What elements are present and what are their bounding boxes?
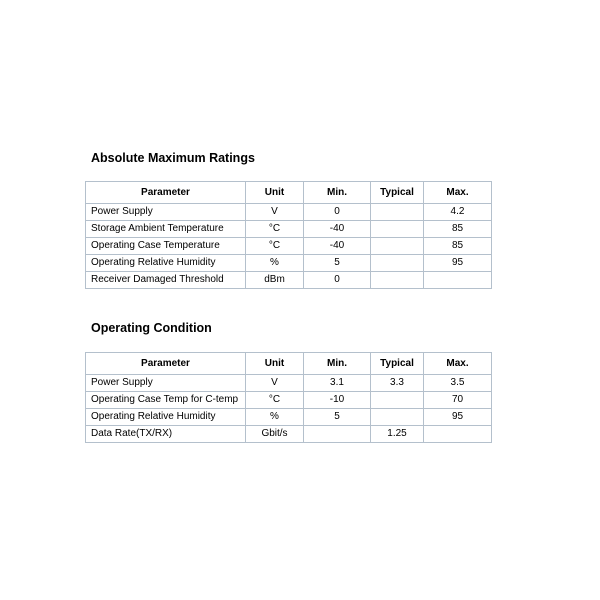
cell-unit: V: [246, 375, 304, 392]
cell-typical: [371, 238, 424, 255]
table-row: [86, 204, 492, 221]
table-row: [86, 255, 492, 272]
cell-unit: Gbit/s: [246, 426, 304, 443]
table-header-row: [86, 182, 492, 204]
cell-max: 85: [424, 238, 492, 255]
column-header-parameter: Parameter: [86, 182, 246, 204]
column-header-typical: Typical: [371, 182, 424, 204]
cell-max: 4.2: [424, 204, 492, 221]
cell-min: 0: [304, 204, 371, 221]
cell-min: 5: [304, 409, 371, 426]
cell-min: [304, 426, 371, 443]
cell-min: -10: [304, 392, 371, 409]
cell-unit: %: [246, 255, 304, 272]
column-header-typical: Typical: [371, 353, 424, 375]
cell-min: -40: [304, 221, 371, 238]
cell-max: 85: [424, 221, 492, 238]
cell-parameter: Operating Relative Humidity: [86, 255, 246, 272]
cell-parameter: Storage Ambient Temperature: [86, 221, 246, 238]
cell-parameter: Power Supply: [86, 375, 246, 392]
table-row: [86, 238, 492, 255]
section-title-absolute-maximum-ratings: Absolute Maximum Ratings: [91, 151, 255, 165]
absolute-maximum-ratings-table: [85, 181, 492, 289]
column-header-min: Min.: [304, 182, 371, 204]
cell-min: 3.1: [304, 375, 371, 392]
column-header-unit: Unit: [246, 353, 304, 375]
cell-parameter: Data Rate(TX/RX): [86, 426, 246, 443]
cell-min: -40: [304, 238, 371, 255]
cell-max: 3.5: [424, 375, 492, 392]
cell-unit: %: [246, 409, 304, 426]
cell-max: 95: [424, 409, 492, 426]
cell-typical: [371, 409, 424, 426]
cell-max: 70: [424, 392, 492, 409]
cell-typical: [371, 221, 424, 238]
column-header-unit: Unit: [246, 182, 304, 204]
cell-max: [424, 272, 492, 289]
table-row: [86, 375, 492, 392]
cell-typical: 1.25: [371, 426, 424, 443]
cell-unit: V: [246, 204, 304, 221]
column-header-min: Min.: [304, 353, 371, 375]
cell-unit: °C: [246, 221, 304, 238]
column-header-parameter: Parameter: [86, 353, 246, 375]
table-row: [86, 221, 492, 238]
cell-typical: [371, 204, 424, 221]
cell-unit: dBm: [246, 272, 304, 289]
cell-typical: 3.3: [371, 375, 424, 392]
cell-max: [424, 426, 492, 443]
cell-typical: [371, 392, 424, 409]
table-row: [86, 409, 492, 426]
cell-parameter: Operating Case Temp for C-temp: [86, 392, 246, 409]
operating-condition-table: [85, 352, 492, 443]
cell-min: 5: [304, 255, 371, 272]
cell-typical: [371, 272, 424, 289]
table-row: [86, 392, 492, 409]
table-row: [86, 272, 492, 289]
cell-unit: °C: [246, 392, 304, 409]
cell-parameter: Receiver Damaged Threshold: [86, 272, 246, 289]
table-header-row: [86, 353, 492, 375]
cell-unit: °C: [246, 238, 304, 255]
cell-typical: [371, 255, 424, 272]
cell-parameter: Operating Relative Humidity: [86, 409, 246, 426]
column-header-max: Max.: [424, 353, 492, 375]
column-header-max: Max.: [424, 182, 492, 204]
cell-parameter: Power Supply: [86, 204, 246, 221]
cell-min: 0: [304, 272, 371, 289]
cell-parameter: Operating Case Temperature: [86, 238, 246, 255]
section-title-operating-condition: Operating Condition: [91, 321, 212, 335]
cell-max: 95: [424, 255, 492, 272]
table-row: [86, 426, 492, 443]
